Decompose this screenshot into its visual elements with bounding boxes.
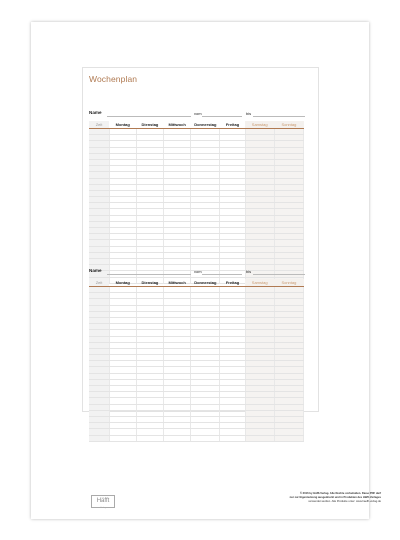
column-header: Freitag bbox=[220, 121, 245, 129]
table-header-row bbox=[89, 121, 304, 129]
weekly-planner-card bbox=[82, 67, 319, 412]
column-header: Donnerstag bbox=[191, 121, 220, 129]
name-field-line[interactable] bbox=[107, 116, 191, 117]
from-field-line[interactable] bbox=[202, 274, 242, 275]
name-row-2 bbox=[89, 269, 305, 277]
from-label: vom bbox=[194, 111, 202, 116]
name-label: Name bbox=[89, 268, 102, 273]
to-field-line[interactable] bbox=[253, 274, 305, 275]
page-title: Wochenplan bbox=[89, 74, 138, 84]
to-label: bis bbox=[246, 269, 252, 274]
schedule-cell[interactable] bbox=[245, 435, 274, 441]
week-table-2 bbox=[89, 279, 304, 442]
column-header: Dienstag bbox=[136, 121, 163, 129]
schedule-cell[interactable] bbox=[136, 435, 163, 441]
schedule-cell[interactable] bbox=[109, 435, 136, 441]
brand-name: Häfft bbox=[96, 498, 110, 504]
schedule-cell[interactable] bbox=[274, 435, 303, 441]
column-header: Mittwoch bbox=[164, 121, 191, 129]
from-label: vom bbox=[194, 269, 202, 274]
column-header: Montag bbox=[109, 279, 136, 287]
copyright-line: nur zur Eigennutzung ausgedruckt und in Produkten des Häfft-Verlages bbox=[289, 495, 381, 499]
schedule-cell[interactable] bbox=[164, 435, 191, 441]
column-header: Zeit bbox=[89, 279, 109, 287]
to-field-line[interactable] bbox=[253, 116, 305, 117]
column-header: Freitag bbox=[220, 279, 245, 287]
from-field-line[interactable] bbox=[202, 116, 242, 117]
column-header: Sonntag bbox=[274, 279, 303, 287]
table-header-row bbox=[89, 279, 304, 287]
brand-subtitle: Verlag bbox=[100, 507, 106, 509]
column-header: Samstag bbox=[245, 121, 274, 129]
column-header: Samstag bbox=[245, 279, 274, 287]
table-row bbox=[89, 435, 304, 441]
to-label: bis bbox=[246, 111, 252, 116]
schedule-cell[interactable] bbox=[191, 435, 220, 441]
schedule-cell[interactable] bbox=[220, 435, 245, 441]
copyright-notice bbox=[269, 492, 381, 503]
column-header: Sonntag bbox=[274, 121, 303, 129]
column-header: Montag bbox=[109, 121, 136, 129]
column-header: Mittwoch bbox=[164, 279, 191, 287]
name-label: Name bbox=[89, 110, 102, 115]
name-field-line[interactable] bbox=[107, 274, 191, 275]
copyright-line: verwendet werden. Alle Produkte unter: www.haefft-verlag.de bbox=[308, 499, 381, 503]
column-header: Donnerstag bbox=[191, 279, 220, 287]
document-page bbox=[31, 22, 381, 519]
column-header: Dienstag bbox=[136, 279, 163, 287]
name-row-1 bbox=[89, 111, 305, 119]
week-table-1 bbox=[89, 121, 304, 284]
time-cell[interactable] bbox=[89, 435, 109, 441]
copyright-line: © 2016 by Häfft-Verlag. Alle Rechte vorbehalten. Diese PDF darf bbox=[299, 492, 381, 495]
column-header: Zeit bbox=[89, 121, 109, 129]
brand-logo bbox=[91, 495, 115, 508]
